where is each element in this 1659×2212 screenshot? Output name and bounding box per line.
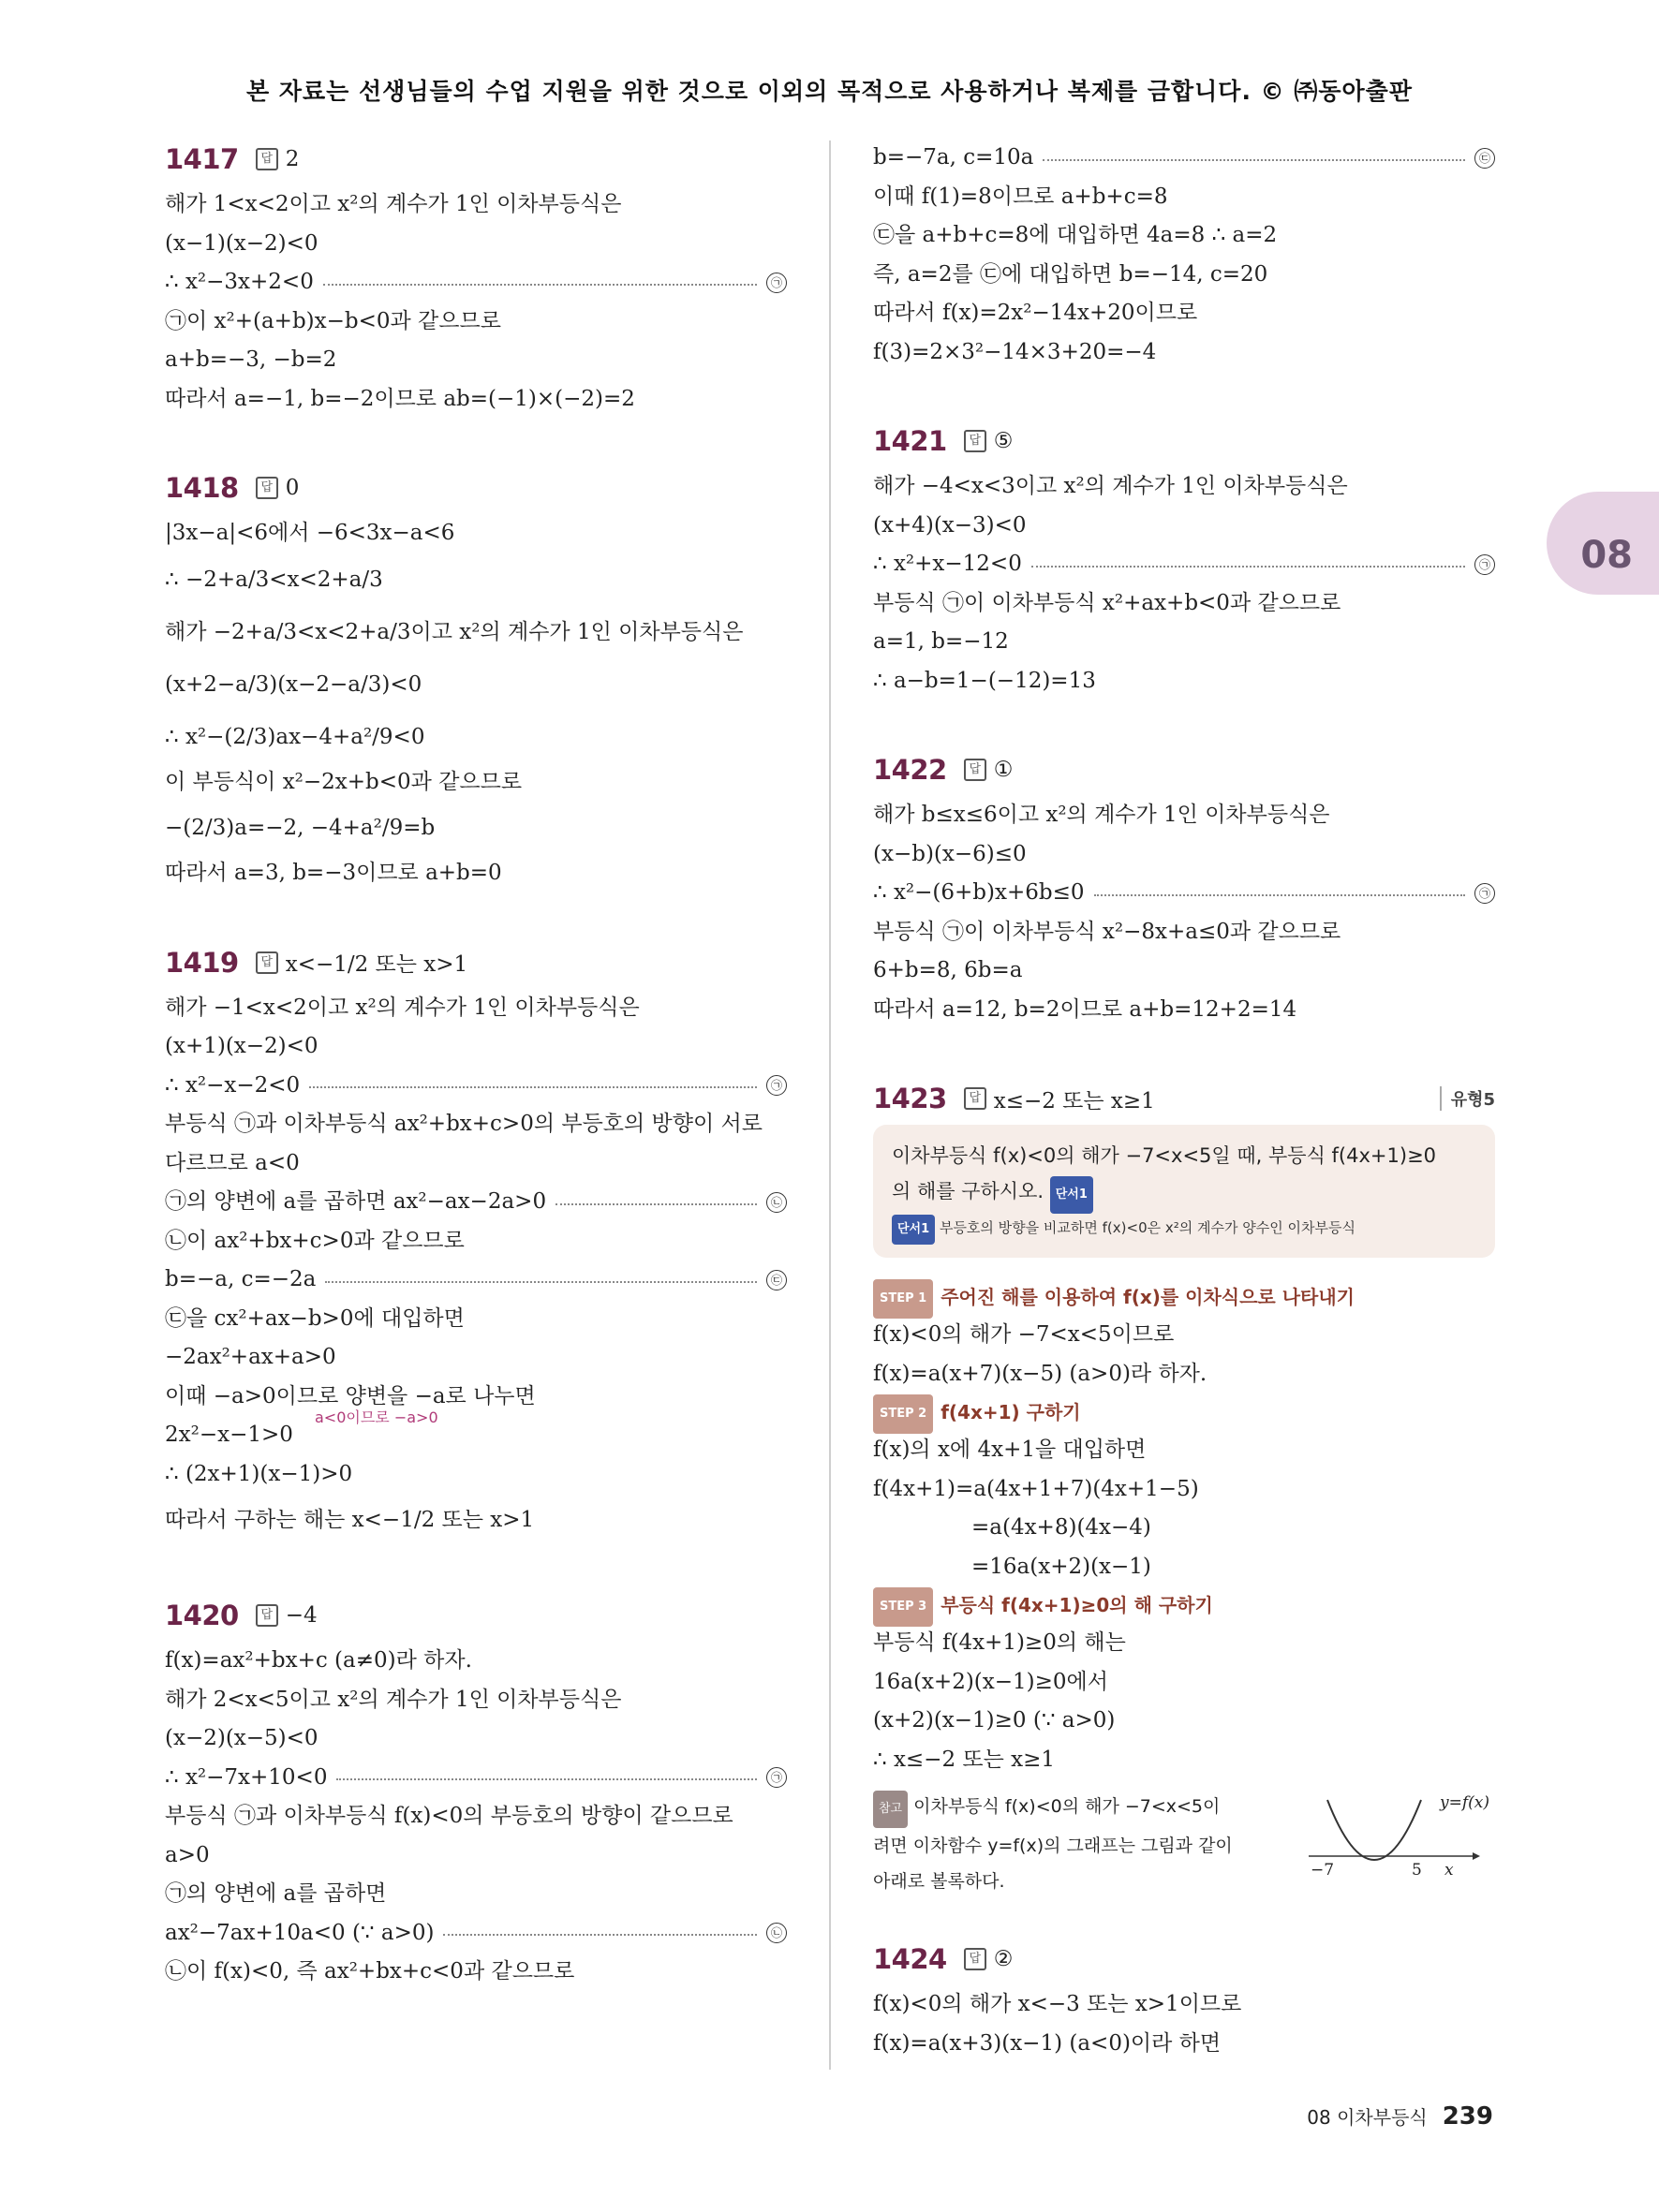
question-line: 이차부등식 f(x)<0의 해가 −7<x<5일 때, 부등식 f(4x+1)≥0 [892,1144,1437,1167]
marked-line: b=−7a, c=10a ㉢ [873,139,1495,178]
problem-1424 [873,1939,1495,2063]
solution-line: f(x)의 x에 4x+1을 대입하면 [873,1438,1147,1462]
problem-1418 [165,467,787,893]
solution-line: 해가 −2+a/3<x<2+a/3이고 x²의 계수가 1인 이차부등식은 [165,619,744,644]
solution-line: −(2/3)a=−2, −4+a²/9=b [165,816,436,840]
answer-icon: 답 [964,759,986,781]
question-box [873,1125,1495,1258]
problem-1422 [873,749,1495,1029]
problem-1421 [873,420,1495,700]
solution-line: f(x)=a(x+7)(x−5) (a>0)라 하자. [873,1361,1207,1386]
left-column [165,139,787,2041]
marked-line: b=−a, c=−2a ㉢ [165,1261,787,1300]
solution-line: (x−1)(x−2)<0 [165,230,318,256]
circled-mark-icon: ㉠ [766,1075,787,1096]
marked-line: ∴ x²−x−2<0 ㉠ [165,1067,787,1106]
solution-line: f(x)=a(x+3)(x−1) (a<0)이라 하면 [873,2030,1222,2056]
parabola-graph [1299,1789,1491,1901]
solution-line: ∴ x²−(2/3)ax−4+a²/9<0 [165,724,425,749]
solution-line: 해가 b≤x≤6이고 x²의 계수가 1인 이차부등식은 [873,803,1330,827]
answer: 0 [285,476,300,500]
solution-line: 따라서 구하는 해는 x<−1/2 또는 x>1 [165,1508,535,1532]
marked-line: ∴ x²−(6+b)x+6b≤0 ㉠ [873,874,1495,913]
circled-mark-icon: ㉢ [766,1270,787,1290]
answer-icon: 답 [256,148,278,170]
solution-line: (x+2−a/3)(x−2−a/3)<0 [165,671,422,697]
answer-icon: 답 [964,430,986,452]
x-left-label: −7 [1311,1861,1335,1880]
marked-line: ∴ x²+x−12<0 ㉠ [873,545,1495,584]
hint-tag: 단서1 [1050,1176,1093,1214]
step-heading: STEP 3 부등식 f(4x+1)≥0의 해 구하기 [873,1586,1495,1624]
answer: ② [993,1947,1014,1971]
solution-line: 6+b=8, 6b=a [873,958,1023,982]
solution-line: 해가 −4<x<3이고 x²의 계수가 1인 이차부등식은 [873,474,1348,498]
problem-1419 [165,942,787,1547]
page-footer [1307,2102,1493,2131]
column-divider [829,140,831,2070]
solution-line: 따라서 f(x)=2x²−14x+20이므로 [873,301,1198,325]
circled-mark-icon: ㉡ [766,1923,787,1943]
x-right-label: 5 [1412,1861,1422,1880]
solution-line: ㉠이 x²+(a+b)x−b<0과 같으므로 [165,308,501,333]
solution-line: =16a(x+2)(x−1) [971,1554,1151,1579]
solution-line: a=1, b=−12 [873,629,1009,654]
solution-line: (x+2)(x−1)≥0 (∵ a>0) [873,1708,1116,1733]
solution-line: f(x)<0의 해가 x<−3 또는 x>1이므로 [873,1992,1242,2016]
problem-number: 1421 [873,425,947,457]
solution-line: 해가 1<x<2이고 x²의 계수가 1인 이차부등식은 [165,192,622,216]
solution-line: =a(4x+8)(4x−4) [971,1515,1151,1540]
marked-line: ∴ x²−3x+2<0 ㉠ [165,263,787,302]
solution-line: (x−b)(x−6)≤0 [873,841,1027,866]
solution-line: (x+4)(x−3)<0 [873,512,1027,538]
solution-line: 부등식 ㉠이 이차부등식 x²+ax+b<0과 같으므로 [873,590,1341,615]
type-badge: 유형5 [1440,1086,1495,1111]
note-line: 려면 이차함수 y=f(x)의 그래프는 그림과 같이 [873,1836,1233,1856]
marked-line: ax²−7ax+10a<0 (∵ a>0) ㉡ [165,1914,787,1954]
solution-line: 이때 f(1)=8이므로 a+b+c=8 [873,184,1168,209]
step-heading: STEP 1 주어진 해를 이용하여 f(x)를 이차식으로 나타내기 [873,1278,1495,1316]
answer: 2 [285,147,300,171]
copyright-notice: 본 자료는 선생님들의 수업 지원을 위한 것으로 이외의 목적으로 사용하거나 복제를 금합니다. © ㈜동아출판 [246,78,1413,105]
solution-line: ㉡이 f(x)<0, 즉 ax²+bx+c<0과 같으므로 [165,1959,575,1983]
solution-line: 해가 2<x<5이고 x²의 계수가 1인 이차부등식은 [165,1687,622,1712]
answer: x≤−2 또는 x≥1 [993,1088,1155,1113]
answer: x<−1/2 또는 x>1 [285,952,468,977]
answer: ① [993,758,1014,782]
solution-line: 따라서 a=−1, b=−2이므로 ab=(−1)×(−2)=2 [165,386,635,411]
problem-1417 [165,139,787,419]
circled-mark-icon: ㉠ [1474,883,1495,904]
chapter-title: 08 이차부등식 [1307,2106,1428,2129]
solution-line: 이때 −a>0이므로 양변을 −a로 나누면 a<0이므로 −a>0 [165,1378,787,1417]
solution-line: 2x²−x−1>0 [165,1423,293,1447]
hint-line: 단서1 부등호의 방향을 비교하면 f(x)<0은 x²의 계수가 양수인 이차부등식 [892,1214,1476,1245]
marked-line: ㉠의 양변에 a를 곱하면 ax²−ax−2a>0 ㉡ [165,1183,787,1222]
solution-line: ㉢을 cx²+ax−b>0에 대입하면 [165,1305,465,1331]
solution-line: 부등식 f(4x+1)≥0의 해는 [873,1630,1126,1655]
answer: ⑤ [993,429,1014,453]
solution-line: ∴ −2+a/3<x<2+a/3 [165,567,383,592]
solution-line: (x−2)(x−5)<0 [165,1726,318,1750]
marked-line: ∴ x²−7x+10<0 ㉠ [165,1759,787,1798]
answer-icon: 답 [256,1604,278,1627]
solution-line: 해가 −1<x<2이고 x²의 계수가 1인 이차부등식은 [165,995,640,1020]
note-block [873,1789,1495,1901]
answer: −4 [285,1603,318,1628]
problem-number: 1423 [873,1083,947,1114]
curve-label: y=f(x) [1440,1793,1489,1812]
solution-line: f(4x+1)=a(4x+1+7)(4x+1−5) [873,1476,1199,1501]
solution-line: ㉡이 ax²+bx+c>0과 같으므로 [165,1228,465,1253]
solution-line: 부등식 ㉠과 이차부등식 f(x)<0의 부등호의 방향이 같으므로 [165,1804,733,1828]
solution-line: 따라서 a=12, b=2이므로 a+b=12+2=14 [873,996,1297,1022]
solution-line: ㉠의 양변에 a를 곱하면 [165,1881,387,1906]
circled-mark-icon: ㉠ [766,273,787,293]
chapter-side-number: 08 [1580,534,1633,577]
solution-line: 16a(x+2)(x−1)≥0에서 [873,1669,1108,1694]
solution-line: 부등식 ㉠과 이차부등식 ax²+bx+c>0의 부등호의 방향이 서로 [165,1112,763,1136]
solution-line: ㉢을 a+b+c=8에 대입하면 4a=8 ∴ a=2 [873,223,1278,247]
solution-line: |3x−a|<6에서 −6<3x−a<6 [165,521,455,545]
solution-line: −2ax²+ax+a>0 [165,1345,336,1369]
answer-icon: 답 [256,951,278,974]
x-axis-arrow-icon [1473,1852,1480,1860]
problem-number: 1419 [165,946,239,979]
question-line: 의 해를 구하시오. 단서1 [892,1173,1476,1214]
axis-label: x [1444,1861,1454,1880]
problem-1420 [165,1595,787,1992]
solution-line: f(x)<0의 해가 −7<x<5이므로 [873,1322,1175,1347]
note-line: 참고 이차부등식 f(x)<0의 해가 −7<x<5이 [873,1789,1299,1828]
problem-1423 [873,1078,1495,1901]
answer-icon: 답 [964,1948,986,1970]
parabola-curve [1327,1800,1421,1860]
circled-mark-icon: ㉠ [1474,554,1495,575]
answer-icon: 답 [256,477,278,499]
circled-mark-icon: ㉢ [1474,148,1495,169]
problem-1420-continued [873,139,1495,372]
solution-line: f(x)=ax²+bx+c (a≠0)라 하자. [165,1648,472,1673]
problem-number: 1418 [165,472,239,504]
solution-line: ∴ a−b=1−(−12)=13 [873,668,1096,693]
right-column [873,139,1495,2112]
circled-mark-icon: ㉠ [766,1767,787,1788]
answer-icon: 답 [964,1087,986,1110]
problem-number: 1424 [873,1943,947,1975]
solution-line: 부등식 ㉠이 이차부등식 x²−8x+a≤0과 같으므로 [873,919,1341,944]
solution-line: ∴ (2x+1)(x−1)>0 [165,1461,353,1486]
page-number: 239 [1442,2102,1493,2131]
solution-line: a>0 [165,1842,210,1867]
solution-line: (x+1)(x−2)<0 [165,1034,318,1058]
note-line: 아래로 볼록하다. [873,1871,1005,1892]
solution-line: 다르므로 a<0 [165,1150,300,1175]
circled-mark-icon: ㉡ [766,1192,787,1213]
problem-number: 1420 [165,1600,239,1631]
solution-line: 따라서 a=3, b=−3이므로 a+b=0 [165,861,502,885]
solution-line: 이 부등식이 x²−2x+b<0과 같으므로 [165,769,523,794]
side-annotation: a<0이므로 −a>0 [315,1408,438,1426]
solution-line: a+b=−3, −b=2 [165,347,337,372]
problem-number: 1417 [165,143,239,175]
solution-line: ∴ x≤−2 또는 x≥1 [873,1747,1056,1772]
solution-line: f(3)=2×3²−14×3+20=−4 [873,339,1157,364]
step-heading: STEP 2 f(4x+1) 구하기 [873,1394,1495,1431]
hint-tag: 단서1 [892,1215,935,1245]
problem-number: 1422 [873,754,947,786]
solution-line: 즉, a=2를 ㉢에 대입하면 b=−14, c=20 [873,261,1268,287]
